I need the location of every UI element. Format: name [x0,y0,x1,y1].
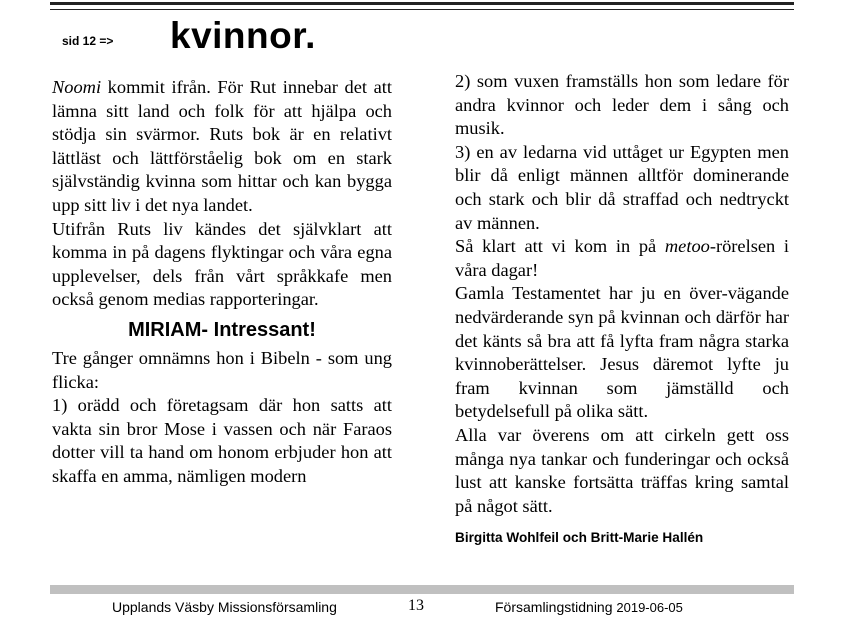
page-heading: kvinnor. [170,15,316,56]
header-rule-thin [50,9,794,10]
footer-organization: Upplands Väsby Missionsförsamling [112,599,337,615]
left-column [52,76,392,489]
page-reference: sid 12 => [62,34,114,48]
paragraph-text: Så klart att vi kom in på [455,236,665,257]
footer-bar [50,585,794,594]
paragraph: Tre gånger omnämns hon i Bibeln - som ung flicka: [52,347,392,392]
publication-name: Församlingstidning [495,599,613,615]
section-subheading: MIRIAM- Intressant! [128,318,316,341]
paragraph: Utifrån Ruts liv kändes det självklart att komma in på dagens flyktingar och våra egna upplevelser, dels från vårt språkkafe men också genom medias rapporteringar. [52,218,392,310]
paragraph: 1) orädd och företagsam där hon satts att vakta sin bror Mose i vassen och när Faraos dotter vill ta hand om honom erbjuder hon att skaffa en amma, nämligen modern [52,395,392,486]
author-signature: Birgitta Wohlfeil och Britt-Marie Hallén [455,530,704,546]
italic-term: metoo [664,236,710,257]
paragraph [455,235,789,282]
paragraph: 2) som vuxen framställs hon som ledare för andra kvinnor och leder dem i sång och musik. [455,71,789,139]
paragraph [52,76,392,218]
footer-publication [495,599,683,615]
paragraph: Gamla Testamentet har ju en över-vägande nedvärderande syn på kvinnan och därför har det känts så bra att få lyfta fram några starka kvinnoberättelser. Jesus däremot lyfte ju fram kvinnan som jämställd och betydelsefull på olika sätt. [455,283,789,422]
paragraph-text: kommit ifrån. För Rut innebar det att lämna sitt land och folk för att hjälpa och stödja sin svärmor. Ruts bok är en relativt lättläst och lättförståelig bok om en stark självständig kvinna som hittar och kan bygga upp sitt liv i det nya landet. [52,77,392,215]
italic-name: Noomi [52,77,102,97]
right-column [455,70,789,548]
publication-date: 2019-06-05 [616,600,683,615]
paragraph: 3) en av ledarna vid uttåget ur Egypten men blir då enligt männen alltför dominerande och stark och blir då straffad och nedtryckt av männen. [455,141,789,233]
page-number: 13 [408,597,424,614]
header-rule-thick [50,2,794,5]
paragraph: Alla var överens om att cirkeln gett oss många nya tankar och funderingar och också lust att kanske fortsätta träffas kring samtal på något sätt. [455,424,789,516]
paragraph-text: -rörelsen i våra dagar! [455,236,790,280]
